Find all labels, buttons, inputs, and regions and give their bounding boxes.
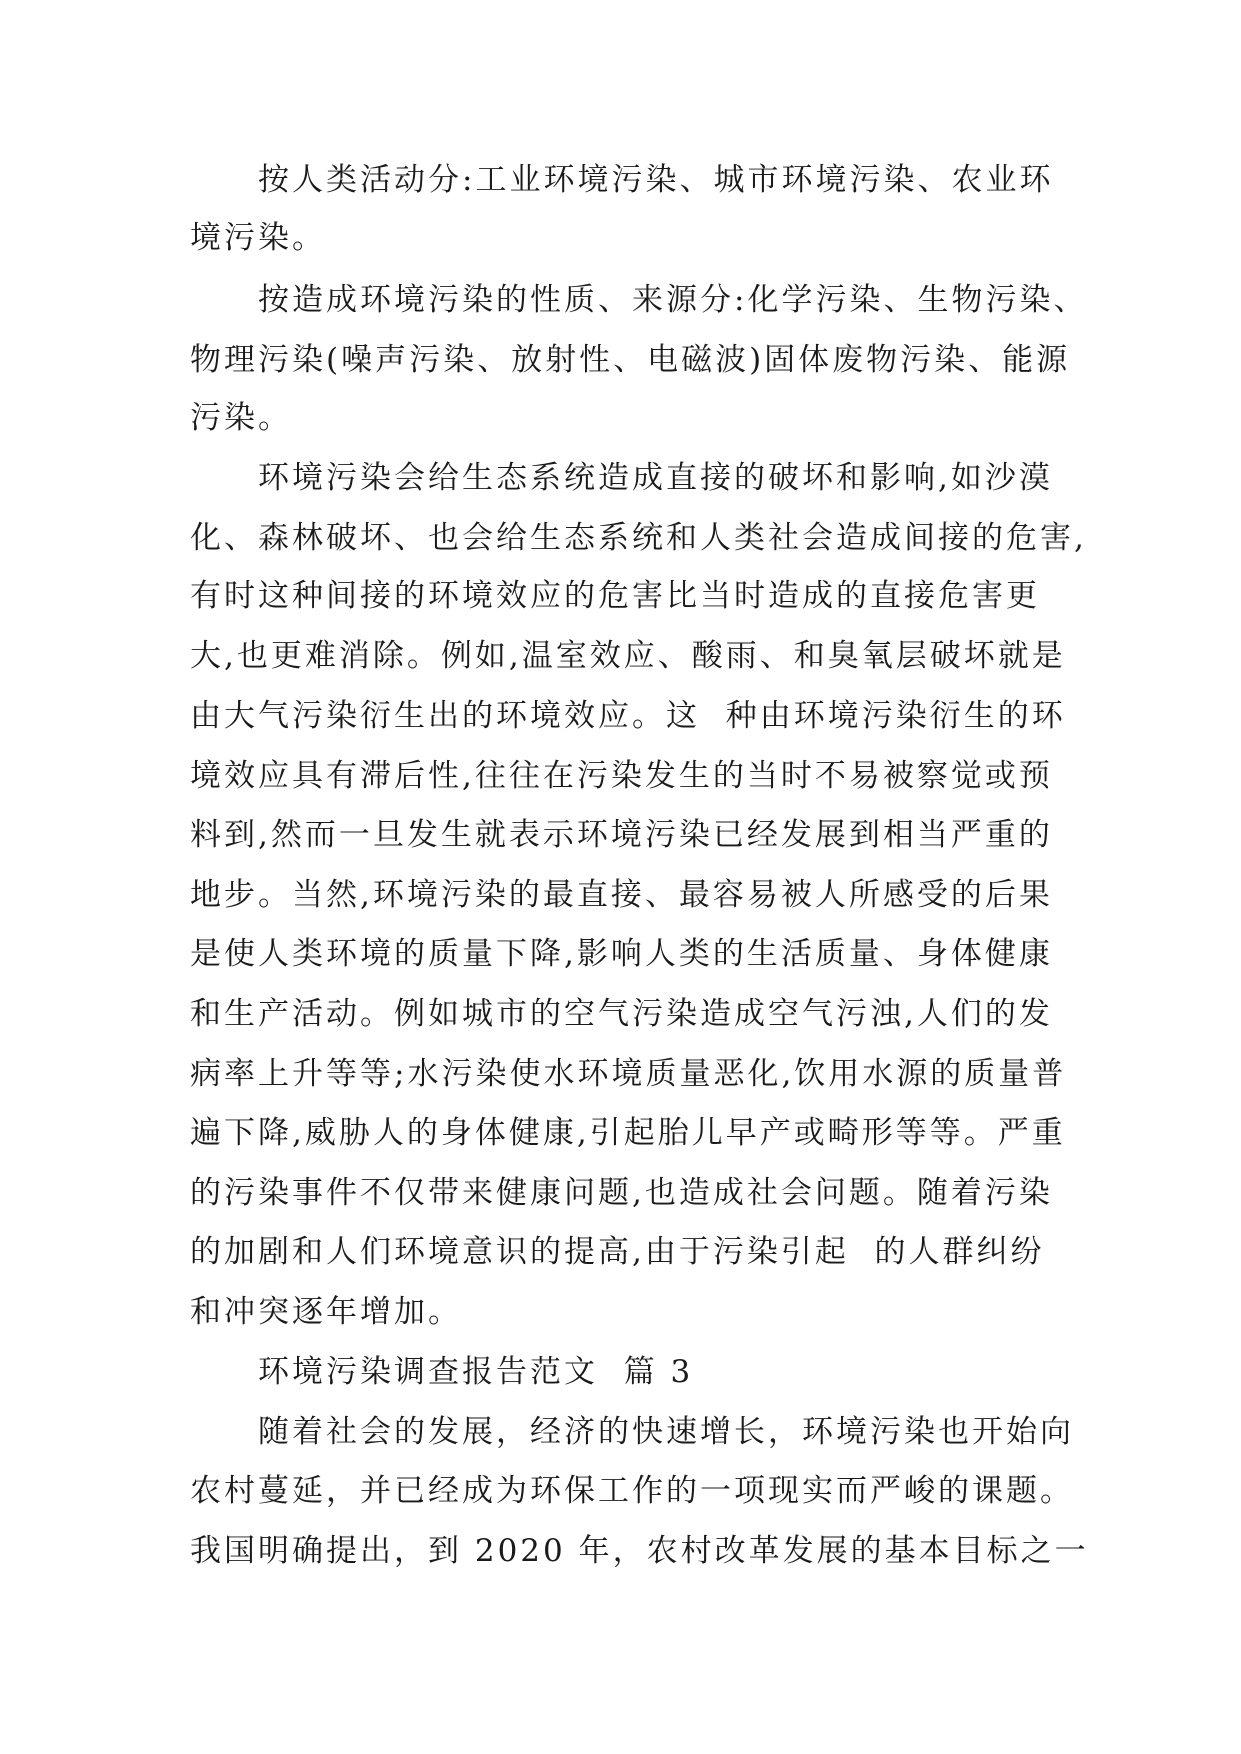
paragraph-line: 和生产活动。例如城市的空气污染造成空气污浊,人们的发 <box>190 996 1053 1032</box>
paragraph-line: 境效应具有滞后性,往往在污染发生的当时不易被察觉或预 <box>190 758 1053 794</box>
paragraph-line: 的加剧和人们环境意识的提高,由于污染引起 的人群纠纷 <box>190 1234 1045 1270</box>
paragraph-line: 大,也更难消除。例如,温室效应、酸雨、和臭氧层破坏就是 <box>190 638 1066 674</box>
paragraph-line: 和冲突逐年增加。 <box>190 1294 462 1330</box>
paragraph-line: 我国明确提出，到 2020 年，农村改革发展的基本目标之一 <box>190 1533 1089 1569</box>
paragraph-line: 由大气污染衍生出的环境效应。这 种由环境污染衍生的环 <box>190 698 1066 734</box>
paragraph-line: 物理污染(噪声污染、放射性、电磁波)固体废物污染、能源 <box>190 342 1071 378</box>
paragraph-line: 境污染。 <box>190 220 326 256</box>
paragraph-line: 按造成环境污染的性质、来源分:化学污染、生物污染、 <box>258 282 1088 318</box>
paragraph-line: 环境污染会给生态系统造成直接的破坏和影响,如沙漠 <box>258 460 1053 496</box>
paragraph-line: 的污染事件不仅带来健康问题,也造成社会问题。随着污染 <box>190 1175 1053 1211</box>
paragraph-line: 病率上升等等;水污染使水环境质量恶化,饮用水源的质量普 <box>190 1056 1067 1092</box>
paragraph-line: 遍下降,威胁人的身体健康,引起胎儿早产或畸形等等。严重 <box>190 1115 1066 1151</box>
paragraph-line: 地步。当然,环境污染的最直接、最容易被人所感受的后果 <box>190 877 1053 913</box>
paragraph-line: 有时这种间接的环境效应的危害比当时造成的直接危害更 <box>190 578 1040 614</box>
paragraph-line: 污染。 <box>190 400 292 436</box>
paragraph-line: 按人类活动分:工业环境污染、城市环境污染、农业环 <box>258 162 1054 198</box>
section-heading: 环境污染调查报告范文 篇 3 <box>258 1354 694 1390</box>
paragraph-line: 随着社会的发展，经济的快速增长，环境污染也开始向 <box>258 1414 1074 1450</box>
paragraph-line: 是使人类环境的质量下降,影响人类的生活质量、身体健康 <box>190 936 1053 972</box>
paragraph-line: 料到,然而一旦发生就表示环境污染已经发展到相当严重的 <box>190 817 1053 853</box>
paragraph-line: 化、森林破坏、也会给生态系统和人类社会造成间接的危害, <box>190 520 1087 556</box>
paragraph-line: 农村蔓延，并已经成为环保工作的一项现实而严峻的课题。 <box>190 1473 1074 1509</box>
